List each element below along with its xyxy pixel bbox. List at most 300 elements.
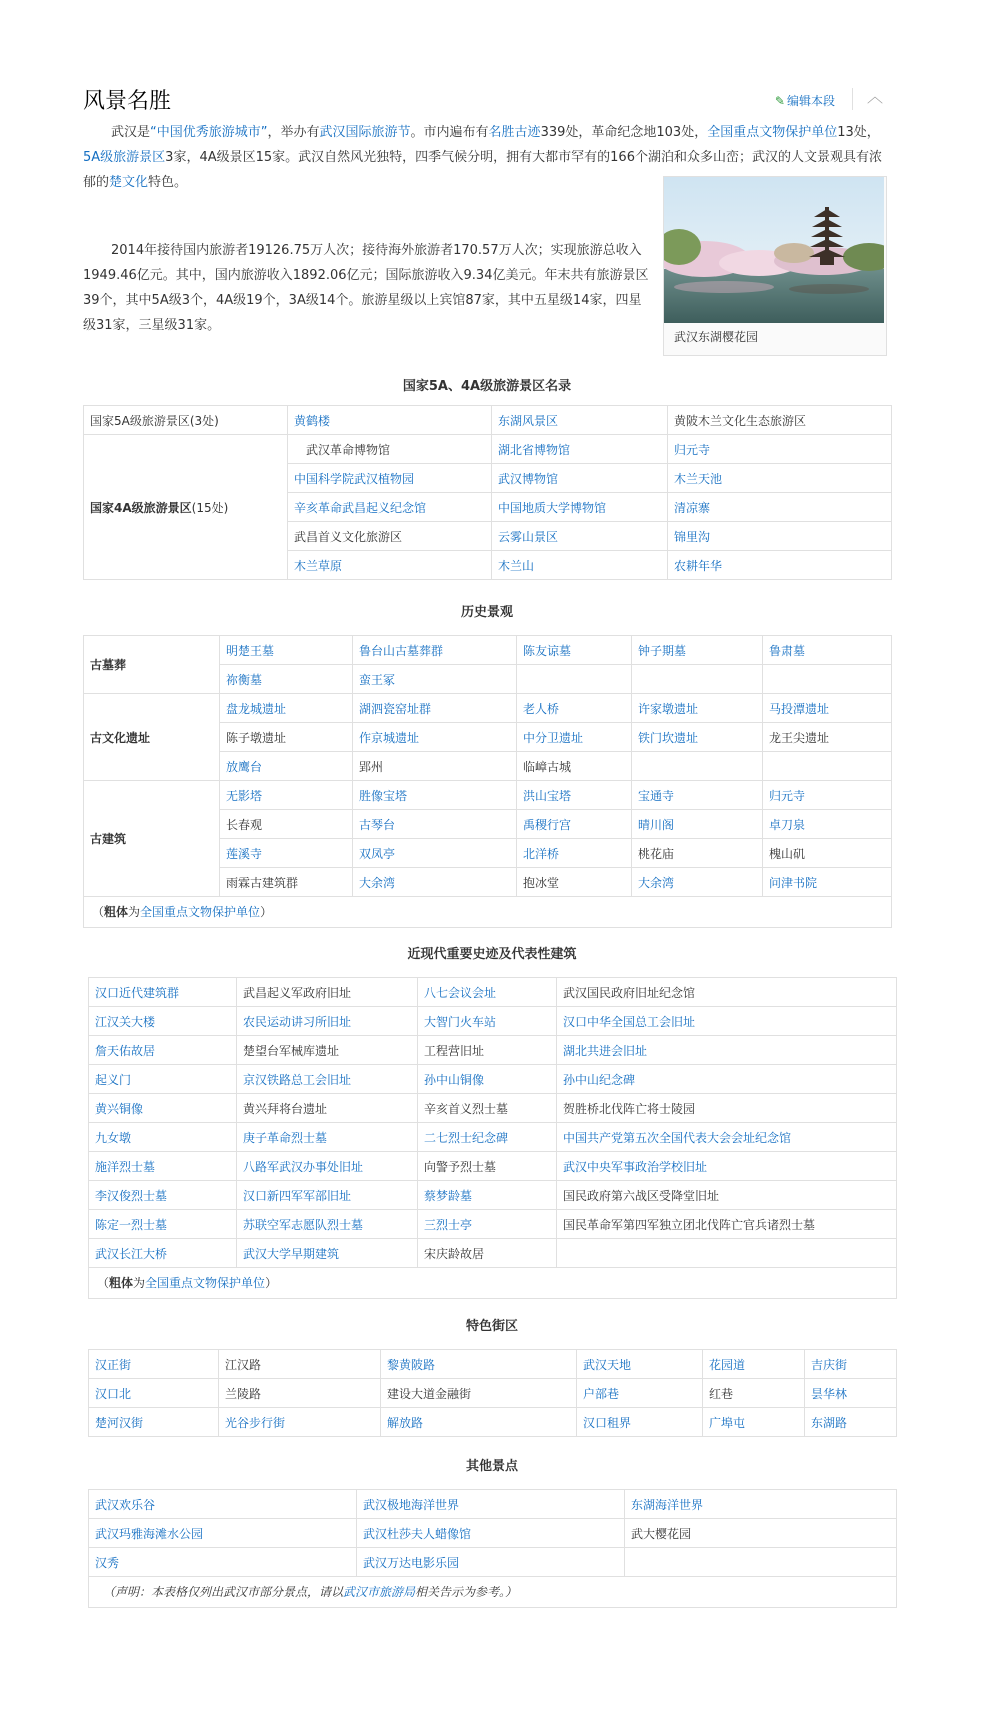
cell-text: 红巷 (709, 1386, 734, 1401)
table-cell[interactable] (517, 839, 632, 868)
inline-link[interactable]: 广埠屯 (709, 1415, 746, 1430)
table-cell[interactable] (357, 1519, 625, 1548)
inline-text: 339处，革命纪念地103处， (540, 125, 708, 140)
disclaimer-text: 相关告示为参考。） (415, 1585, 518, 1599)
table-cell (632, 665, 763, 694)
table-cell[interactable] (381, 1408, 577, 1437)
table-cell[interactable] (492, 493, 668, 522)
inline-link[interactable]: 5A级旅游景区 (83, 150, 166, 165)
table-note-row (84, 897, 892, 928)
table-cell[interactable] (632, 636, 763, 665)
table-cell[interactable] (703, 1408, 805, 1437)
scenic-level-table (83, 405, 892, 580)
table-cell[interactable] (492, 551, 668, 580)
scenic-section (83, 80, 891, 344)
inline-link[interactable]: 作京城遗址 (359, 730, 420, 745)
inline-link[interactable]: 武汉天地 (583, 1357, 632, 1372)
photo-figure[interactable] (663, 176, 887, 356)
inline-link[interactable]: 胜像宝塔 (359, 788, 408, 803)
disclaimer-text: （声明：本表格仅列出武汉市部分景点，请以 (103, 1585, 344, 1599)
inline-link[interactable]: 汉正街 (95, 1357, 132, 1372)
table-row (89, 1123, 897, 1152)
table-row (84, 435, 892, 464)
disclaimer (89, 1577, 897, 1608)
table-cell[interactable] (557, 1065, 897, 1094)
historic-landscape-table (83, 635, 892, 928)
inline-link[interactable]: 大智门火车站 (424, 1014, 497, 1029)
inline-link[interactable]: 放鹰台 (226, 759, 263, 774)
table-cell[interactable] (668, 435, 892, 464)
table-cell (237, 978, 418, 1007)
table-cell[interactable] (418, 1210, 557, 1239)
table-cell[interactable] (89, 1548, 357, 1577)
table-cell (288, 522, 492, 551)
inline-link[interactable]: 李汉俊烈士墓 (95, 1188, 168, 1203)
table-cell[interactable] (89, 978, 237, 1007)
inline-link[interactable]: 云雾山景区 (498, 529, 559, 544)
inline-link[interactable]: 无影塔 (226, 788, 263, 803)
table-cell[interactable] (763, 694, 892, 723)
table-cell[interactable] (219, 1408, 381, 1437)
inline-link[interactable]: 黄鹤楼 (294, 413, 331, 428)
cell-text: 武昌起义军政府旧址 (243, 985, 352, 1000)
table-cell[interactable] (763, 868, 892, 897)
inline-text: 特色。 (148, 175, 188, 190)
table-cell[interactable] (89, 1036, 237, 1065)
table-cell[interactable] (237, 1152, 418, 1181)
note-bold: 粗体 (109, 1276, 134, 1290)
note-link[interactable]: 全国重点文物保护单位 (140, 905, 261, 919)
table-cell[interactable] (632, 694, 763, 723)
collapse-chevron-icon[interactable]: ︿ (866, 87, 883, 106)
inline-link[interactable]: 庚子革命烈士墓 (243, 1130, 328, 1145)
table-cell[interactable] (288, 406, 492, 435)
table-cell (381, 1379, 577, 1408)
table-row (89, 1152, 897, 1181)
table-cell (557, 1239, 897, 1268)
table-cell[interactable] (517, 781, 632, 810)
inline-link[interactable]: 铁门坎遗址 (638, 730, 699, 745)
table-cell (763, 665, 892, 694)
table-cell[interactable] (492, 435, 668, 464)
table-cell[interactable] (288, 493, 492, 522)
table-cell[interactable] (805, 1350, 897, 1379)
inline-link[interactable]: 木兰草原 (294, 558, 343, 573)
inline-link[interactable]: 问津书院 (769, 875, 818, 890)
table-cell[interactable] (625, 1490, 897, 1519)
table-cell[interactable] (288, 464, 492, 493)
table-cell[interactable] (353, 781, 517, 810)
table-cell[interactable] (237, 1065, 418, 1094)
inline-link[interactable]: 蛮王冢 (359, 672, 396, 687)
inline-link[interactable]: 江汉关大楼 (95, 1014, 156, 1029)
table-cell[interactable] (381, 1350, 577, 1379)
inline-link[interactable]: 木兰天池 (674, 471, 723, 486)
table-cell[interactable] (517, 810, 632, 839)
cell-text: 宋庆龄故居 (424, 1246, 485, 1261)
table-cell[interactable] (668, 493, 892, 522)
inline-link[interactable]: 湖北共进会旧址 (563, 1043, 648, 1058)
inline-link[interactable]: 鲁台山古墓葬群 (359, 643, 444, 658)
edit-section-link[interactable] (775, 92, 835, 109)
table-cell[interactable] (89, 1490, 357, 1519)
table-cell[interactable] (89, 1123, 237, 1152)
row-header-4a-count: (15处) (191, 500, 229, 515)
stats-paragraph-box (83, 238, 649, 338)
inline-link[interactable]: 明楚王墓 (226, 643, 275, 658)
inline-link[interactable]: 汉口中华全国总工会旧址 (563, 1014, 696, 1029)
cell-text: 武汉国民政府旧址纪念馆 (563, 985, 696, 1000)
table-cell[interactable] (237, 1123, 418, 1152)
stats-paragraph: 2014年接待国内旅游者19126.75万人次；接待海外旅游者170.57万人次；实现旅游总收入1949.46亿元。其中，国内旅游收入1892.06亿元；国际旅游收入9.34亿美元。年末共有旅游景区39个，其中5A级3个，4A级19个，3A级14个。旅游星级以上宾馆87家，其中五星级14家，四星级31家，三星级31家。 (83, 243, 649, 333)
inline-link[interactable]: 中分卫遗址 (523, 730, 584, 745)
note-link[interactable]: 全国重点文物保护单位 (145, 1276, 266, 1290)
table-note-row (89, 1577, 897, 1608)
inline-link[interactable]: 施洋烈士墓 (95, 1159, 156, 1174)
table-cell (220, 810, 353, 839)
table-row (89, 1350, 897, 1379)
cell-text: 陈子墩遗址 (226, 730, 287, 745)
inline-link[interactable]: 卓刀泉 (769, 817, 806, 832)
table-row (89, 1548, 897, 1577)
inline-text: 3家，4A级景区15家。武汉自然风光独特，四季气候分明，拥有大都市罕有的166个湖泊和众多山峦；武汉的人文景观具有浓郁的 (83, 150, 882, 190)
table-row (89, 1036, 897, 1065)
inline-link[interactable]: 东湖风景区 (498, 413, 559, 428)
inline-link[interactable]: 钟子期墓 (638, 643, 687, 658)
inline-link[interactable]: 湖泗瓷窑址群 (359, 701, 432, 716)
inline-link[interactable]: 锦里沟 (674, 529, 711, 544)
table-cell (763, 752, 892, 781)
table-cell[interactable] (89, 1350, 219, 1379)
table-cell[interactable] (353, 839, 517, 868)
inline-link[interactable]: 蔡梦龄墓 (424, 1188, 473, 1203)
table-cell[interactable] (763, 636, 892, 665)
inline-link[interactable]: 马投潭遗址 (769, 701, 830, 716)
table-cell[interactable] (220, 636, 353, 665)
inline-link[interactable]: 中国地质大学博物馆 (498, 500, 607, 515)
table-cell[interactable] (703, 1350, 805, 1379)
inline-link[interactable]: 古琴台 (359, 817, 396, 832)
table-cell[interactable] (220, 839, 353, 868)
inline-link[interactable]: 全国重点文物保护单位 (707, 125, 838, 140)
table-cell[interactable] (89, 1408, 219, 1437)
table-cell[interactable] (418, 1065, 557, 1094)
table-cell (418, 1094, 557, 1123)
table-cell (668, 406, 892, 435)
inline-link[interactable]: 武汉万达电影乐园 (363, 1555, 460, 1570)
table-cell[interactable] (353, 636, 517, 665)
table-cell[interactable] (89, 1181, 237, 1210)
inline-link[interactable]: 清凉寨 (674, 500, 711, 515)
cherry-garden-photo[interactable] (664, 177, 884, 323)
inline-link[interactable]: 苏联空军志愿队烈士墓 (243, 1217, 364, 1232)
inline-link[interactable]: 京汉铁路总工会旧址 (243, 1072, 352, 1087)
table-cell[interactable] (220, 665, 353, 694)
inline-link[interactable]: 武汉博物馆 (498, 471, 559, 486)
table-cell[interactable] (89, 1379, 219, 1408)
row-header-4a-label: 国家4A级旅游景区 (90, 500, 192, 515)
table-row (89, 978, 897, 1007)
inline-link[interactable]: 八路军武汉办事处旧址 (243, 1159, 364, 1174)
inline-link[interactable]: 光谷步行街 (225, 1415, 286, 1430)
inline-link[interactable]: 鲁肃墓 (769, 643, 806, 658)
cell-text: 长春观 (226, 817, 263, 832)
cell-text: 龙王尖遗址 (769, 730, 830, 745)
table-cell (625, 1548, 897, 1577)
cell-text: 黄兴拜将台遗址 (243, 1101, 328, 1116)
inline-link[interactable]: 武汉玛雅海滩水公园 (95, 1526, 204, 1541)
table-cell[interactable] (577, 1408, 703, 1437)
inline-link[interactable]: 归元寺 (769, 788, 806, 803)
table-row (89, 1007, 897, 1036)
table-cell (220, 723, 353, 752)
inline-link[interactable]: 吉庆街 (811, 1357, 848, 1372)
table-cell[interactable] (220, 694, 353, 723)
table-cell (763, 839, 892, 868)
inline-link[interactable]: 花园道 (709, 1357, 746, 1372)
inline-text: ，举办有 (267, 125, 320, 140)
inline-link[interactable]: 名胜古迹 (488, 125, 541, 140)
inline-link[interactable]: 双凤亭 (359, 846, 396, 861)
table-cell[interactable] (632, 781, 763, 810)
table-cell[interactable] (89, 1152, 237, 1181)
table-cell[interactable] (418, 1007, 557, 1036)
inline-text: 武汉是 (111, 125, 151, 140)
inline-link[interactable]: 八七会议会址 (424, 985, 497, 1000)
inline-link[interactable]: 户部巷 (583, 1386, 620, 1401)
inline-link[interactable]: 昙华林 (811, 1386, 848, 1401)
cell-text: 建设大道金融街 (387, 1386, 472, 1401)
table-cell[interactable] (418, 978, 557, 1007)
table-cell[interactable] (557, 1007, 897, 1036)
inline-link[interactable]: 陈友谅墓 (523, 643, 572, 658)
table-cell (220, 868, 353, 897)
inline-link[interactable]: 黄兴铜像 (95, 1101, 144, 1116)
inline-link[interactable]: 三烈士亭 (424, 1217, 473, 1232)
table-cell[interactable] (632, 868, 763, 897)
table-cell[interactable] (668, 464, 892, 493)
table-cell[interactable] (577, 1379, 703, 1408)
inline-link[interactable]: 盘龙城遗址 (226, 701, 287, 716)
table-cell[interactable] (357, 1548, 625, 1577)
table-cell[interactable] (237, 1239, 418, 1268)
inline-link[interactable]: 武汉中央军事政治学校旧址 (563, 1159, 708, 1174)
cell-text: 楚望台军械库遗址 (243, 1043, 340, 1058)
table-cell[interactable] (220, 752, 353, 781)
table-cell (237, 1094, 418, 1123)
inline-link[interactable]: 大余湾 (359, 875, 396, 890)
note-paren: （ (97, 1276, 110, 1290)
table-cell[interactable] (492, 522, 668, 551)
table-cell[interactable] (89, 1519, 357, 1548)
inline-link[interactable]: 楚河汉街 (95, 1415, 144, 1430)
table-cell[interactable] (632, 810, 763, 839)
table-caption-history: 历史景观 (460, 605, 513, 620)
inline-link[interactable]: 陈定一烈士墓 (95, 1217, 168, 1232)
inline-link[interactable]: 汉口租界 (583, 1415, 632, 1430)
cell-text: 兰陵路 (225, 1386, 262, 1401)
inline-link[interactable]: 祢衡墓 (226, 672, 263, 687)
inline-link[interactable]: 老人桥 (523, 701, 560, 716)
table-cell[interactable] (668, 522, 892, 551)
table-cell[interactable] (357, 1490, 625, 1519)
inline-link[interactable]: 孙中山纪念碑 (563, 1072, 636, 1087)
table-cell[interactable] (763, 810, 892, 839)
inline-link[interactable]: 武汉欢乐谷 (95, 1497, 156, 1512)
table-row (89, 1065, 897, 1094)
table-cell[interactable] (418, 1123, 557, 1152)
inline-link[interactable]: 起义门 (95, 1072, 132, 1087)
inline-link[interactable]: 大余湾 (638, 875, 675, 890)
table-cell (517, 665, 632, 694)
table-cell (517, 868, 632, 897)
edit-label: 编辑本段 (786, 94, 835, 108)
table-cell[interactable] (517, 636, 632, 665)
cell-text: 临嶂古城 (523, 759, 572, 774)
inline-link[interactable]: 汉口北 (95, 1386, 132, 1401)
table-cell[interactable] (237, 1210, 418, 1239)
table-caption-streets: 特色街区 (465, 1319, 518, 1334)
inline-link[interactable]: 汉口近代建筑群 (95, 985, 180, 1000)
inline-link[interactable]: 武汉杜莎夫人蜡像馆 (363, 1526, 472, 1541)
table-cell[interactable] (353, 810, 517, 839)
inline-link[interactable]: 北洋桥 (523, 846, 560, 861)
table-cell[interactable] (89, 1094, 237, 1123)
inline-link[interactable]: 许家墩遗址 (638, 701, 699, 716)
inline-text: 。市内遍布有 (410, 125, 489, 140)
inline-link[interactable]: 汉口新四军军部旧址 (243, 1188, 352, 1203)
inline-link[interactable]: 木兰山 (498, 558, 535, 573)
inline-link[interactable]: 农耕年华 (674, 558, 723, 573)
cell-text: 武汉革命博物馆 (306, 442, 391, 457)
table-cell[interactable] (353, 694, 517, 723)
inline-link[interactable]: 二七烈士纪念碑 (424, 1130, 509, 1145)
inline-link[interactable]: 宝通寺 (638, 788, 675, 803)
inline-link[interactable]: 武汉国际旅游节 (319, 125, 411, 140)
table-cell[interactable] (89, 1065, 237, 1094)
inline-link[interactable]: 中国科学院武汉植物园 (294, 471, 415, 486)
inline-link[interactable]: 孙中山铜像 (424, 1072, 485, 1087)
table-cell[interactable] (353, 868, 517, 897)
inline-link[interactable]: 东湖路 (811, 1415, 848, 1430)
table-cell[interactable] (220, 781, 353, 810)
inline-link[interactable]: 武汉长江大桥 (95, 1246, 168, 1261)
cell-text: 武昌首义文化旅游区 (294, 529, 403, 544)
table-row (89, 1490, 897, 1519)
table-cell[interactable] (763, 781, 892, 810)
table-row (84, 781, 892, 810)
table-cell (557, 1210, 897, 1239)
table-cell[interactable] (517, 723, 632, 752)
table-cell[interactable] (668, 551, 892, 580)
table-row (89, 1519, 897, 1548)
inline-link[interactable]: 莲溪寺 (226, 846, 263, 861)
inline-link[interactable]: 九女墩 (95, 1130, 132, 1145)
table-cell[interactable] (557, 1036, 897, 1065)
cell-text: 雨霖古建筑群 (226, 875, 299, 890)
group-header: 古墓葬 (84, 636, 220, 694)
inline-link[interactable]: 楚文化 (109, 175, 149, 190)
table-cell[interactable] (517, 694, 632, 723)
table-cell (625, 1519, 897, 1548)
inline-link[interactable]: 农民运动讲习所旧址 (243, 1014, 352, 1029)
table-cell[interactable] (492, 464, 668, 493)
table-cell[interactable] (805, 1408, 897, 1437)
inline-link[interactable]: 解放路 (387, 1415, 424, 1430)
row-header-5a: 国家5A级旅游景区(3处) (84, 406, 288, 435)
table-row (89, 1239, 897, 1268)
table-cell[interactable] (89, 1210, 237, 1239)
cell-text: 郢州 (359, 759, 384, 774)
row-header-4a (84, 435, 288, 580)
table-cell[interactable] (577, 1350, 703, 1379)
inline-link[interactable]: 晴川阁 (638, 817, 675, 832)
cell-text: 工程营旧址 (424, 1043, 485, 1058)
inline-link[interactable]: 辛亥革命武昌起义纪念馆 (294, 500, 427, 515)
table-cell[interactable] (89, 1239, 237, 1268)
disclaimer-link[interactable]: 武汉市旅游局 (343, 1585, 416, 1599)
table-cell (418, 1152, 557, 1181)
table-cell (557, 1094, 897, 1123)
inline-link[interactable]: “中国优秀旅游城市” (150, 125, 268, 140)
table-cell (517, 752, 632, 781)
table-cell[interactable] (288, 551, 492, 580)
table-cell[interactable] (353, 723, 517, 752)
section-title: 风景名胜 (83, 89, 172, 114)
table-row (89, 1094, 897, 1123)
inline-link[interactable]: 詹天佑故居 (95, 1043, 156, 1058)
table-row (84, 636, 892, 665)
table-cell[interactable] (557, 1123, 897, 1152)
table-row (84, 406, 892, 435)
inline-link[interactable]: 东湖海洋世界 (631, 1497, 704, 1512)
table-cell[interactable] (557, 1152, 897, 1181)
photo-caption: 武汉东湖樱花园 (674, 330, 759, 344)
table-cell (219, 1379, 381, 1408)
cell-text: 桃花庙 (638, 846, 675, 861)
section-header (83, 80, 891, 120)
inline-link[interactable]: 黎黄陂路 (387, 1357, 436, 1372)
table-cell[interactable] (418, 1181, 557, 1210)
table-note (89, 1268, 897, 1299)
inline-link[interactable]: 洪山宝塔 (523, 788, 572, 803)
modern-sites-table (88, 977, 897, 1299)
header-divider (852, 88, 853, 110)
table-row (89, 1210, 897, 1239)
inline-link[interactable]: 汉秀 (95, 1555, 120, 1570)
table-note (84, 897, 892, 928)
table-cell (763, 723, 892, 752)
inline-link[interactable]: 武汉大学早期建筑 (243, 1246, 340, 1261)
table-row (89, 1408, 897, 1437)
other-attractions-table (88, 1489, 897, 1608)
pencil-icon: ✎ (774, 94, 785, 108)
table-cell[interactable] (89, 1007, 237, 1036)
cell-text: 国民革命军第四军独立团北伐阵亡官兵诸烈士墓 (563, 1217, 816, 1232)
table-cell[interactable] (237, 1181, 418, 1210)
table-row (84, 694, 892, 723)
table-cell[interactable] (805, 1379, 897, 1408)
inline-link[interactable]: 归元寺 (674, 442, 711, 457)
inline-link[interactable]: 武汉极地海洋世界 (363, 1497, 460, 1512)
inline-link[interactable]: 中国共产党第五次全国代表大会会址纪念馆 (563, 1130, 792, 1145)
table-cell[interactable] (492, 406, 668, 435)
inline-link[interactable]: 湖北省博物馆 (498, 442, 571, 457)
table-cell[interactable] (237, 1007, 418, 1036)
inline-link[interactable]: 禹稷行宫 (523, 817, 572, 832)
table-cell[interactable] (353, 665, 517, 694)
table-cell[interactable] (632, 723, 763, 752)
